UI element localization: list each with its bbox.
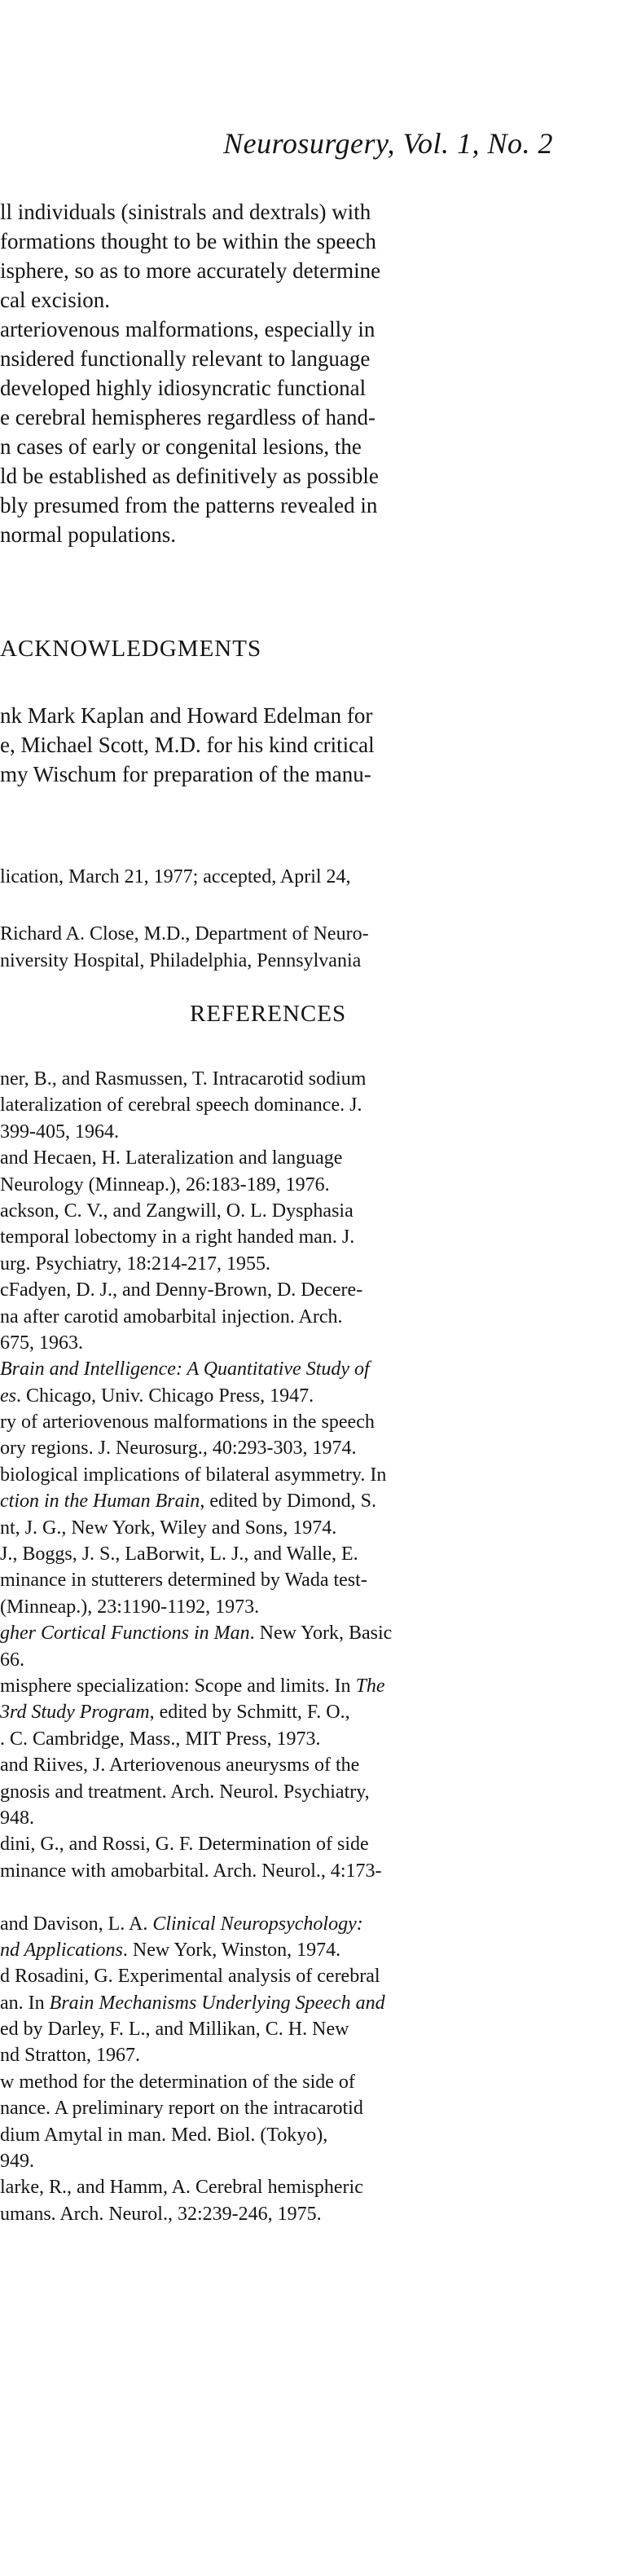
address-line: Richard A. Close, M.D., Department of Neuro- bbox=[0, 923, 369, 945]
reference-line bbox=[0, 1752, 570, 1778]
reference-line bbox=[0, 1488, 570, 1514]
reference-italic-segment: Brain and Intelligence: A Quantitative Study of bbox=[0, 1358, 370, 1380]
reference-entry bbox=[0, 1066, 570, 1145]
reference-segment: 675, 1963. bbox=[0, 1332, 83, 1354]
acknowledgments-line: nk Mark Kaplan and Howard Edelman for bbox=[0, 703, 373, 728]
reference-italic-segment: 3rd Study Program bbox=[0, 1702, 150, 1724]
body-paragraphs bbox=[0, 197, 562, 549]
reference-segment: nd Stratton, 1967. bbox=[0, 2045, 140, 2067]
body-text-line: e cerebral hemispheres regardless of hand- bbox=[0, 405, 376, 429]
reference-line bbox=[0, 1304, 570, 1330]
reference-segment: Neurology (Minneap.), 26:183-189, 1976. bbox=[0, 1174, 330, 1196]
reference-list bbox=[0, 1066, 570, 2227]
reference-entry bbox=[0, 1198, 570, 1277]
references-heading: REFERENCES bbox=[190, 1001, 347, 1027]
reference-segment: and Davison, L. A. bbox=[0, 1913, 153, 1935]
reference-entry bbox=[0, 1145, 570, 1198]
acknowledgments-text bbox=[0, 701, 570, 789]
reference-segment: w method for the determination of the side of bbox=[0, 2071, 355, 2093]
reference-line bbox=[0, 1224, 570, 1250]
reference-segment: minance in stutterers determined by Wada test- bbox=[0, 1570, 367, 1592]
reference-segment: ry of arteriovenous malformations in the speech bbox=[0, 1411, 375, 1433]
reference-segment: temporal lobectomy in a right handed man. J. bbox=[0, 1226, 355, 1248]
body-text-line: developed highly idiosyncratic functional bbox=[0, 376, 367, 400]
reference-line bbox=[0, 1620, 570, 1646]
reference-segment: . Chicago, Univ. Chicago Press, 1947. bbox=[16, 1385, 314, 1407]
acknowledgments-line: my Wischum for preparation of the manu- bbox=[0, 762, 371, 786]
body-text-line: cal excision. bbox=[0, 288, 110, 312]
address-line: niversity Hospital, Philadelphia, Pennsylvania bbox=[0, 950, 362, 971]
reference-entry bbox=[0, 1277, 570, 1356]
body-text-line: nsidered functionally relevant to language bbox=[0, 346, 371, 371]
reference-segment: dium Amytal in man. Med. Biol. (Tokyo), bbox=[0, 2124, 328, 2146]
reference-line bbox=[0, 2122, 570, 2148]
reference-line bbox=[0, 2042, 570, 2068]
reference-line bbox=[0, 1937, 570, 1963]
reference-entry bbox=[0, 1541, 570, 1620]
reference-line bbox=[0, 1858, 570, 1884]
reference-line bbox=[0, 1647, 570, 1673]
reference-segment: ed by Darley, F. L., and Millikan, C. H. New bbox=[0, 2019, 349, 2041]
reference-segment: 949. bbox=[0, 2151, 34, 2173]
body-text-line: ll individuals (sinistrals and dextrals) with bbox=[0, 200, 371, 224]
reference-entry bbox=[0, 2069, 570, 2175]
reference-line bbox=[0, 1356, 570, 1382]
reference-segment: minance with amobarbital. Arch. Neurol., 4:173- bbox=[0, 1860, 382, 1882]
reference-entry bbox=[0, 1911, 570, 1964]
reference-segment: (Minneap.), 23:1190-1192, 1973. bbox=[0, 1596, 260, 1618]
reference-line bbox=[0, 1409, 570, 1435]
reference-segment: ackson, C. V., and Zangwill, O. L. Dysphasia bbox=[0, 1200, 354, 1222]
reference-line bbox=[0, 2069, 570, 2095]
reference-line bbox=[0, 2201, 570, 2227]
reference-entry bbox=[0, 1831, 570, 1910]
reference-italic-segment: es bbox=[0, 1385, 16, 1407]
reference-segment: . New York, Basic bbox=[249, 1623, 393, 1645]
reference-segment: dini, G., and Rossi, G. F. Determination of side bbox=[0, 1834, 369, 1856]
reference-entry bbox=[0, 1673, 570, 1752]
reference-entry bbox=[0, 1620, 570, 1673]
reference-line bbox=[0, 1805, 570, 1831]
reference-italic-segment: nd Applications bbox=[0, 1939, 123, 1961]
reference-segment: and Hecaen, H. Lateralization and language bbox=[0, 1147, 343, 1169]
received-note-line: lication, March 21, 1977; accepted, April 24, bbox=[0, 866, 351, 887]
reference-italic-segment: Brain Mechanisms Underlying Speech and bbox=[49, 1992, 385, 2014]
reference-line bbox=[0, 1277, 570, 1303]
reference-segment: na after carotid amobarbital injection. Arch. bbox=[0, 1306, 343, 1328]
reference-entry bbox=[0, 1752, 570, 1831]
reference-segment: ory regions. J. Neurosurg., 40:293-303, 1974. bbox=[0, 1438, 357, 1460]
body-text-line: n cases of early or congenital lesions, the bbox=[0, 434, 362, 459]
reference-line bbox=[0, 1092, 570, 1118]
reference-line bbox=[0, 1963, 570, 1989]
reference-line bbox=[0, 1198, 570, 1224]
reference-segment: misphere specialization: Scope and limits. In bbox=[0, 1675, 356, 1697]
reference-line bbox=[0, 2148, 570, 2174]
reference-line bbox=[0, 2174, 570, 2200]
reference-segment: J., Boggs, J. S., LaBorwit, L. J., and Walle, E. bbox=[0, 1543, 358, 1565]
reference-segment: biological implications of bilateral asymmetry. In bbox=[0, 1464, 387, 1486]
reference-segment: nt, J. G., New York, Wiley and Sons, 1974. bbox=[0, 1517, 337, 1539]
reference-segment: d Rosadini, G. Experimental analysis of cerebral bbox=[0, 1966, 380, 1988]
body-text-line: arteriovenous malformations, especially in bbox=[0, 317, 375, 341]
reference-line bbox=[0, 1435, 570, 1461]
reference-italic-segment: The bbox=[355, 1675, 385, 1697]
reference-segment: , edited by Dimond, S. bbox=[200, 1491, 376, 1513]
body-text-line: formations thought to be within the speech bbox=[0, 229, 376, 253]
reference-line bbox=[0, 1831, 570, 1857]
running-header: Neurosurgery, Vol. 1, No. 2 bbox=[223, 127, 553, 160]
reference-italic-segment: gher Cortical Functions in Man bbox=[0, 1623, 250, 1645]
reference-line bbox=[0, 1594, 570, 1620]
reference-segment: nance. A preliminary report on the intracarotid bbox=[0, 2098, 363, 2120]
reference-line bbox=[0, 1567, 570, 1593]
body-text-line: isphere, so as to more accurately determine bbox=[0, 258, 381, 283]
reference-line bbox=[0, 1251, 570, 1277]
reference-line bbox=[0, 2095, 570, 2121]
reference-segment: , edited by Schmitt, F. O., bbox=[149, 1702, 350, 1724]
reference-segment: an. In bbox=[0, 1992, 50, 2014]
reference-segment: lateralization of cerebral speech dominance. J. bbox=[0, 1094, 362, 1116]
reference-entry bbox=[0, 2174, 570, 2227]
reference-line bbox=[0, 1541, 570, 1567]
reference-segment: and Riives, J. Arteriovenous aneurysms of the bbox=[0, 1755, 360, 1777]
reference-segment: ner, B., and Rasmussen, T. Intracarotid sodium bbox=[0, 1068, 367, 1090]
body-text-line: bly presumed from the patterns revealed in bbox=[0, 493, 378, 517]
reference-line bbox=[0, 1884, 570, 1910]
reference-segment: umans. Arch. Neurol., 32:239-246, 1975. bbox=[0, 2203, 322, 2225]
acknowledgments-heading: ACKNOWLEDGMENTS bbox=[0, 636, 262, 662]
body-text-line: normal populations. bbox=[0, 522, 176, 547]
acknowledgments-line: e, Michael Scott, M.D. for his kind critical bbox=[0, 733, 375, 757]
reference-segment: gnosis and treatment. Arch. Neurol. Psychiatry, bbox=[0, 1781, 370, 1803]
reference-line bbox=[0, 1330, 570, 1356]
reference-italic-segment: ction in the Human Brain bbox=[0, 1491, 200, 1513]
reference-line bbox=[0, 1779, 570, 1805]
body-text-line: ld be established as definitively as possible bbox=[0, 464, 379, 488]
reference-line bbox=[0, 1699, 570, 1725]
received-note bbox=[0, 864, 570, 891]
reference-segment: cFadyen, D. J., and Denny-Brown, D. Decere- bbox=[0, 1279, 363, 1301]
correspondence-address bbox=[0, 921, 570, 975]
reference-entry bbox=[0, 1963, 570, 2069]
reference-line bbox=[0, 1673, 570, 1699]
reference-entry bbox=[0, 1462, 570, 1541]
reference-entry bbox=[0, 1356, 570, 1409]
reference-line bbox=[0, 1172, 570, 1198]
reference-segment: . C. Cambridge, Mass., MIT Press, 1973. bbox=[0, 1728, 321, 1750]
reference-line bbox=[0, 1119, 570, 1145]
reference-line bbox=[0, 1990, 570, 2016]
reference-line bbox=[0, 1462, 570, 1488]
reference-segment: 399-405, 1964. bbox=[0, 1121, 119, 1143]
reference-entry bbox=[0, 1409, 570, 1462]
reference-line bbox=[0, 1911, 570, 1937]
reference-segment: larke, R., and Hamm, A. Cerebral hemispheric bbox=[0, 2177, 363, 2199]
reference-line bbox=[0, 1145, 570, 1171]
reference-segment: 66. bbox=[0, 1649, 24, 1671]
reference-line bbox=[0, 1066, 570, 1092]
reference-line bbox=[0, 2016, 570, 2042]
reference-line bbox=[0, 1515, 570, 1541]
reference-segment: urg. Psychiatry, 18:214-217, 1955. bbox=[0, 1253, 270, 1275]
reference-segment: . New York, Winston, 1974. bbox=[122, 1939, 341, 1961]
reference-line bbox=[0, 1726, 570, 1752]
reference-line bbox=[0, 1383, 570, 1409]
reference-segment: 948. bbox=[0, 1807, 34, 1829]
reference-italic-segment: Clinical Neuropsychology: bbox=[152, 1913, 363, 1935]
